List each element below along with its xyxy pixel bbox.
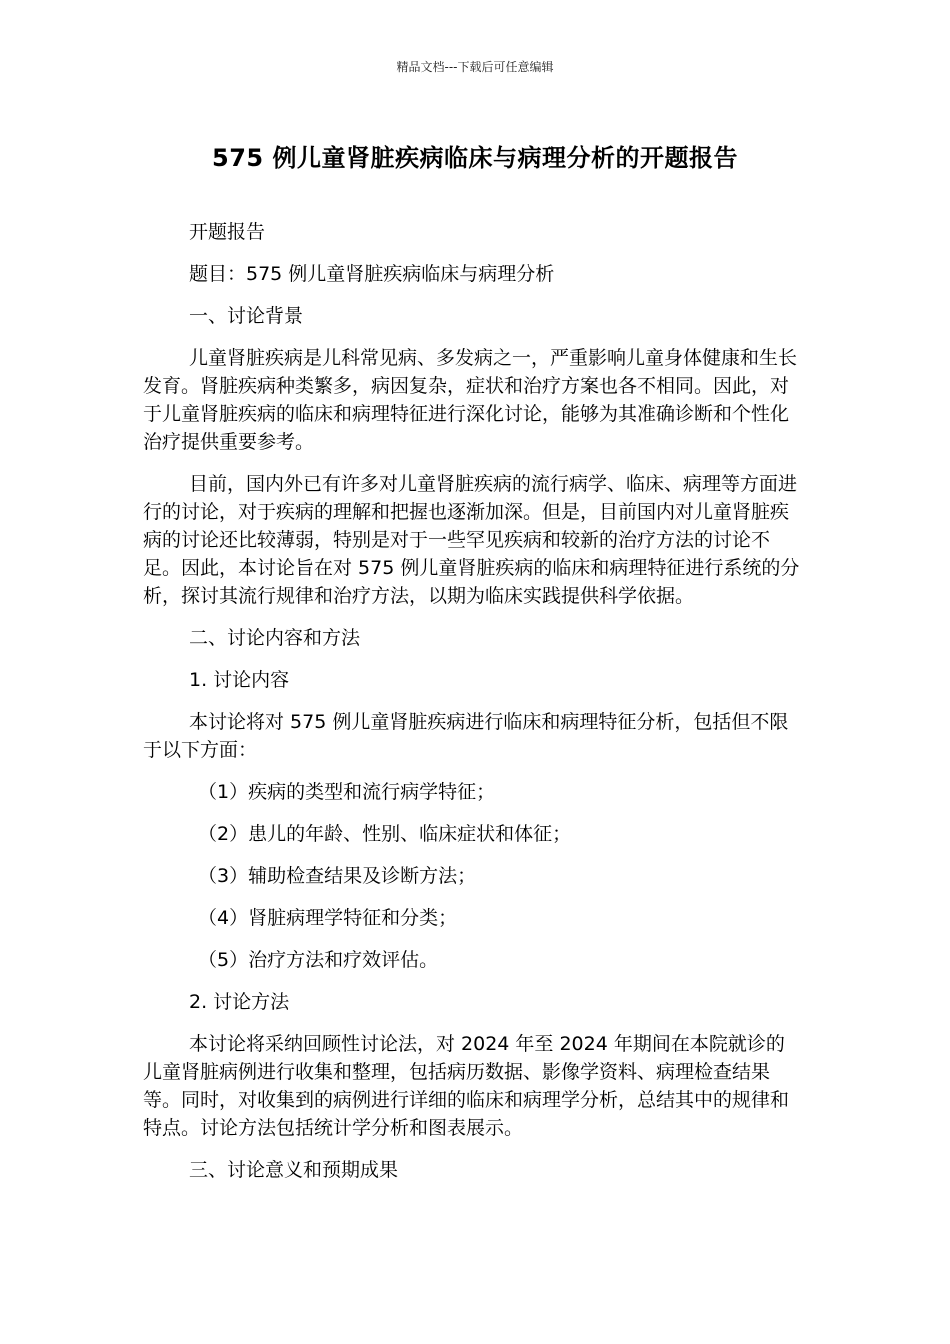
section-heading-background: 一、讨论背景 <box>189 305 304 327</box>
list-item: （2）患儿的年龄、性别、临床症状和体征； <box>198 823 572 845</box>
report-label: 开题报告 <box>189 221 266 243</box>
section-heading-content-methods: 二、讨论内容和方法 <box>189 627 361 649</box>
list-item: （1）疾病的类型和流行病学特征； <box>198 781 496 803</box>
paragraph-background-1: 儿童肾脏疾病是儿科常见病、多发病之一，严重影响儿童身体健康和生长发育。肾脏疾病种类繁多，病因复杂，症状和治疗方案也各不相同。因此，对于儿童肾脏疾病的临床和病理特征进行深化讨论，能够为其准确诊断和个性化治疗提供重要参考。 <box>143 347 798 453</box>
report-topic: 题目：575 例儿童肾脏疾病临床与病理分析 <box>189 263 555 285</box>
list-item: （4）肾脏病理学特征和分类； <box>198 907 458 929</box>
paragraph-methods: 本讨论将采纳回顾性讨论法，对 2024 年至 2024 年期间在本院就诊的儿童肾脏病例进行收集和整理，包括病历数据、影像学资料、病理检查结果等。同时，对收集到的病例进行详细的临床和病理学分析，总结其中的规律和特点。讨论方法包括统计学分析和图表展示。 <box>143 1033 790 1139</box>
document-body <box>143 218 803 1198</box>
subheading-content: 1. 讨论内容 <box>189 669 290 691</box>
paragraph-background-2: 目前，国内外已有许多对儿童肾脏疾病的流行病学、临床、病理等方面进行的讨论，对于疾病的理解和把握也逐渐加深。但是，目前国内对儿童肾脏疾病的讨论还比较薄弱，特别是对于一些罕见疾病和较新的治疗方法的讨论不足。因此，本讨论旨在对 575 例儿童肾脏疾病的临床和病理特征进行系统的分析，探讨其流行规律和治疗方法，以期为临床实践提供科学依据。 <box>143 473 800 607</box>
paragraph-content-intro: 本讨论将对 575 例儿童肾脏疾病进行临床和病理特征分析，包括但不限于以下方面： <box>143 711 789 761</box>
section-heading-significance: 三、讨论意义和预期成果 <box>189 1159 399 1181</box>
list-item: （3）辅助检查结果及诊断方法； <box>198 865 477 887</box>
subheading-methods: 2. 讨论方法 <box>189 991 290 1013</box>
page-header-note: 精品文档---下载后可任意编辑 <box>396 60 554 74</box>
document-title: 575 例儿童肾脏疾病临床与病理分析的开题报告 <box>212 144 738 172</box>
list-item: （5）治疗方法和疗效评估。 <box>198 949 439 971</box>
